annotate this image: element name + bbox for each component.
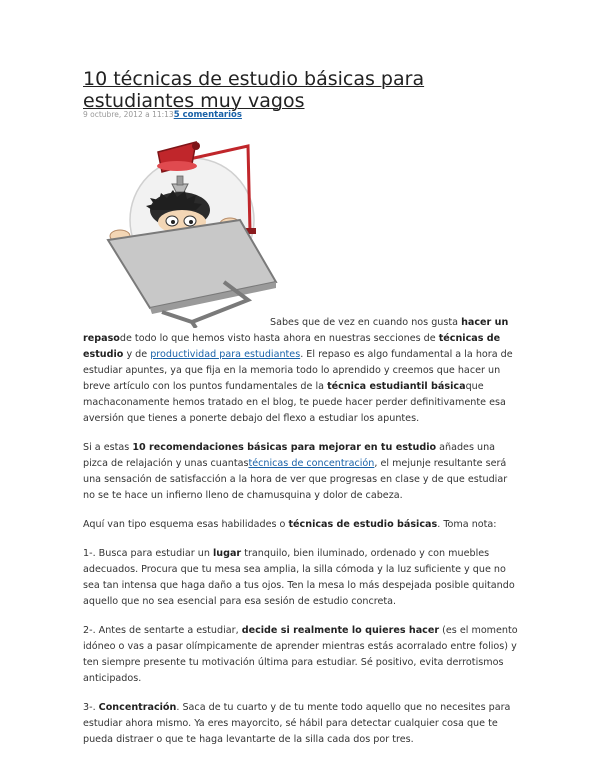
text: 3-.	[83, 702, 99, 713]
article-title	[83, 68, 503, 112]
bold-text: técnicas de estudio	[83, 333, 501, 360]
paragraph-3	[83, 517, 518, 533]
text: , el mejunje resultante será una sensación de satisfacción a la hora de ver que progresas en clase y de que estudiar no se te hace un infierno lleno de chamusquina y dolor de cabeza.	[83, 458, 508, 501]
text: 2-. Antes de sentarte a estudiar,	[83, 625, 242, 636]
text: tranquilo, bien iluminado, ordenado y con muebles adecuados. Procura que tu mesa sea amplia, la silla cómoda y la luz suficiente y que no sea tan intensa que haga daño a tus ojos. Ten la mesa lo más despejada posible quitando aquello que no sea esencial para esa sesión de estudio concreta.	[83, 548, 515, 607]
text: de todo lo que hemos visto hasta ahora en nuestras secciones de	[119, 333, 439, 344]
post-date: 9 octubre, 2012 a 11:13	[83, 110, 174, 119]
paragraph-2	[83, 440, 518, 504]
bold-text: hacer un repaso	[83, 317, 509, 344]
post-meta	[83, 110, 242, 120]
student-desk-lamp-illustration	[100, 132, 280, 328]
text: Si a estas	[83, 442, 133, 453]
link-tecnicas-concentracion[interactable]: técnicas de concentración	[248, 458, 375, 469]
bold-text: Concentración	[98, 702, 177, 713]
paragraph-5	[83, 623, 518, 687]
text: Sabes que de vez en cuando nos gusta	[270, 317, 462, 328]
article-body	[83, 315, 518, 761]
link-productividad[interactable]: productividad para estudiantes	[150, 349, 301, 360]
text: (es el momento idóneo o vas a pasar olímpicamente de aprender mientras estás acorralado entre folios) y ten siempre presente tu motivación última para estudiar. Sé positivo, evita derrotismos anticipados.	[83, 625, 518, 684]
bold-text: 10 recomendaciones básicas para mejorar en tu estudio	[132, 442, 437, 453]
bold-text: técnica estudiantil básica	[327, 381, 466, 392]
text: . Toma nota:	[437, 519, 497, 530]
bold-text: lugar	[212, 548, 242, 559]
text: Aquí van tipo esquema esas habilidades o	[83, 519, 289, 530]
bold-text: decide si realmente lo quieres hacer	[241, 625, 440, 636]
paragraph-1	[83, 315, 518, 427]
comments-link[interactable]: 5 comentarios	[173, 110, 242, 120]
text: que machaconamente hemos tratado en el blog, te puede hacer perder definitivamente esa aversión que tienes a ponerte debajo del flexo a estudiar los apuntes.	[83, 381, 506, 424]
paragraph-4	[83, 546, 518, 610]
text: . Saca de tu cuarto y de tu mente todo aquello que no necesites para estudiar ahora mismo. Ya eres mayorcito, sé hábil para detectar cualquier cosa que te pueda distraer o que te haga levantarte de la silla cada dos por tres.	[83, 702, 511, 745]
paragraph-6	[83, 700, 518, 748]
text: 1-. Busca para estudiar un	[83, 548, 213, 559]
title-line-2: estudiantes muy vagos	[83, 90, 305, 112]
title-line-1: 10 técnicas de estudio básicas para	[83, 68, 425, 90]
text: añades una pizca de relajación y unas cuantas	[83, 442, 496, 469]
text: . El repaso es algo fundamental a la hora de estudiar apuntes, ya que fija en la memoria todo lo aprendido y creemos que hacer un breve artículo con los puntos fundamentales de la	[83, 349, 513, 392]
bold-text: técnicas de estudio básicas	[288, 519, 438, 530]
text: y de	[123, 349, 151, 360]
